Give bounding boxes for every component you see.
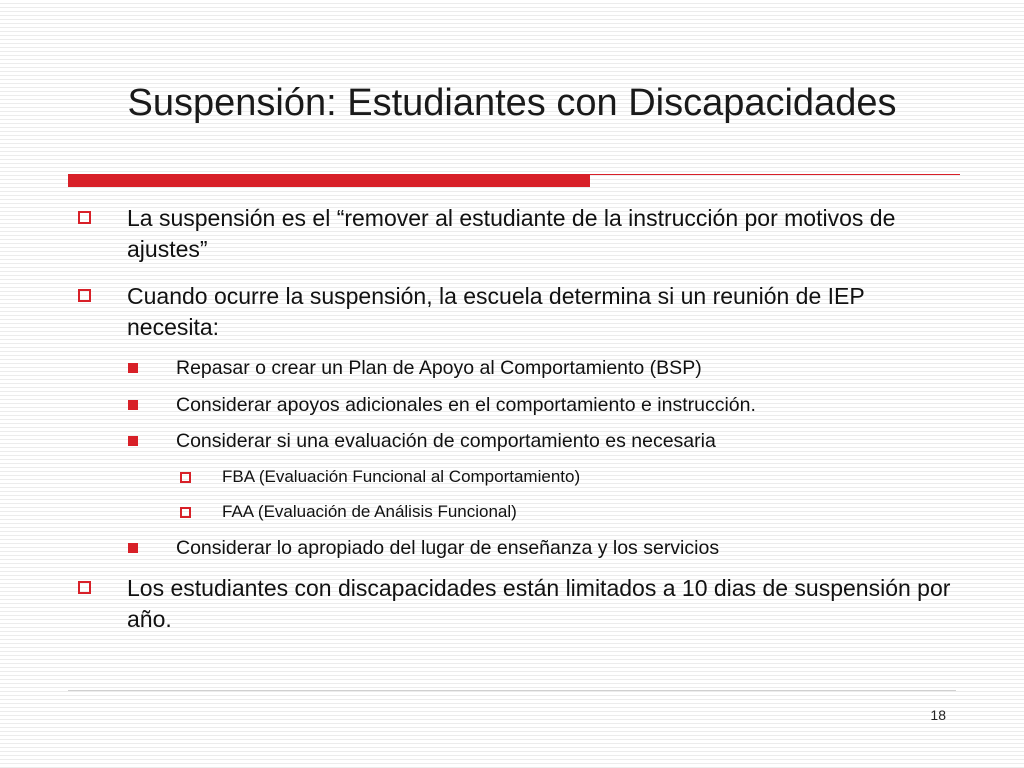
- sub-sub-bullet-text: FAA (Evaluación de Análisis Funcional): [222, 502, 517, 521]
- sub-sub-bullet-text: FBA (Evaluación Funcional al Comportamiento): [222, 467, 581, 486]
- hollow-square-bullet-icon: [180, 507, 191, 518]
- sub-bullet-text: Repasar o crear un Plan de Apoyo al Comportamiento (BSP): [176, 357, 702, 379]
- hollow-square-bullet-icon: [78, 581, 91, 594]
- filled-square-bullet-icon: [128, 400, 138, 410]
- bullet-text: Los estudiantes con discapacidades están limitados a 10 dias de suspensión por año.: [127, 575, 951, 632]
- page-number: 18: [930, 707, 946, 723]
- filled-square-bullet-icon: [128, 363, 138, 373]
- filled-square-bullet-icon: [128, 436, 138, 446]
- bullet-text: La suspensión es el “remover al estudiante de la instrucción por motivos de ajustes”: [127, 205, 896, 262]
- bullet-text: Cuando ocurre la suspensión, la escuela determina si un reunión de IEP necesita:: [127, 283, 865, 340]
- footer-divider-line: [68, 690, 956, 691]
- hollow-square-bullet-icon: [78, 211, 91, 224]
- hollow-square-bullet-icon: [180, 472, 191, 483]
- sub-bullet-text: Considerar si una evaluación de comportamiento es necesaria: [176, 430, 716, 452]
- sub-bullet-text: Considerar apoyos adicionales en el comportamiento e instrucción.: [176, 394, 756, 416]
- filled-square-bullet-icon: [128, 543, 138, 553]
- slide-title: Suspensión: Estudiantes con Discapacidades: [127, 82, 897, 124]
- hollow-square-bullet-icon: [78, 289, 91, 302]
- sub-bullet-text: Considerar lo apropiado del lugar de enseñanza y los servicios: [176, 537, 720, 559]
